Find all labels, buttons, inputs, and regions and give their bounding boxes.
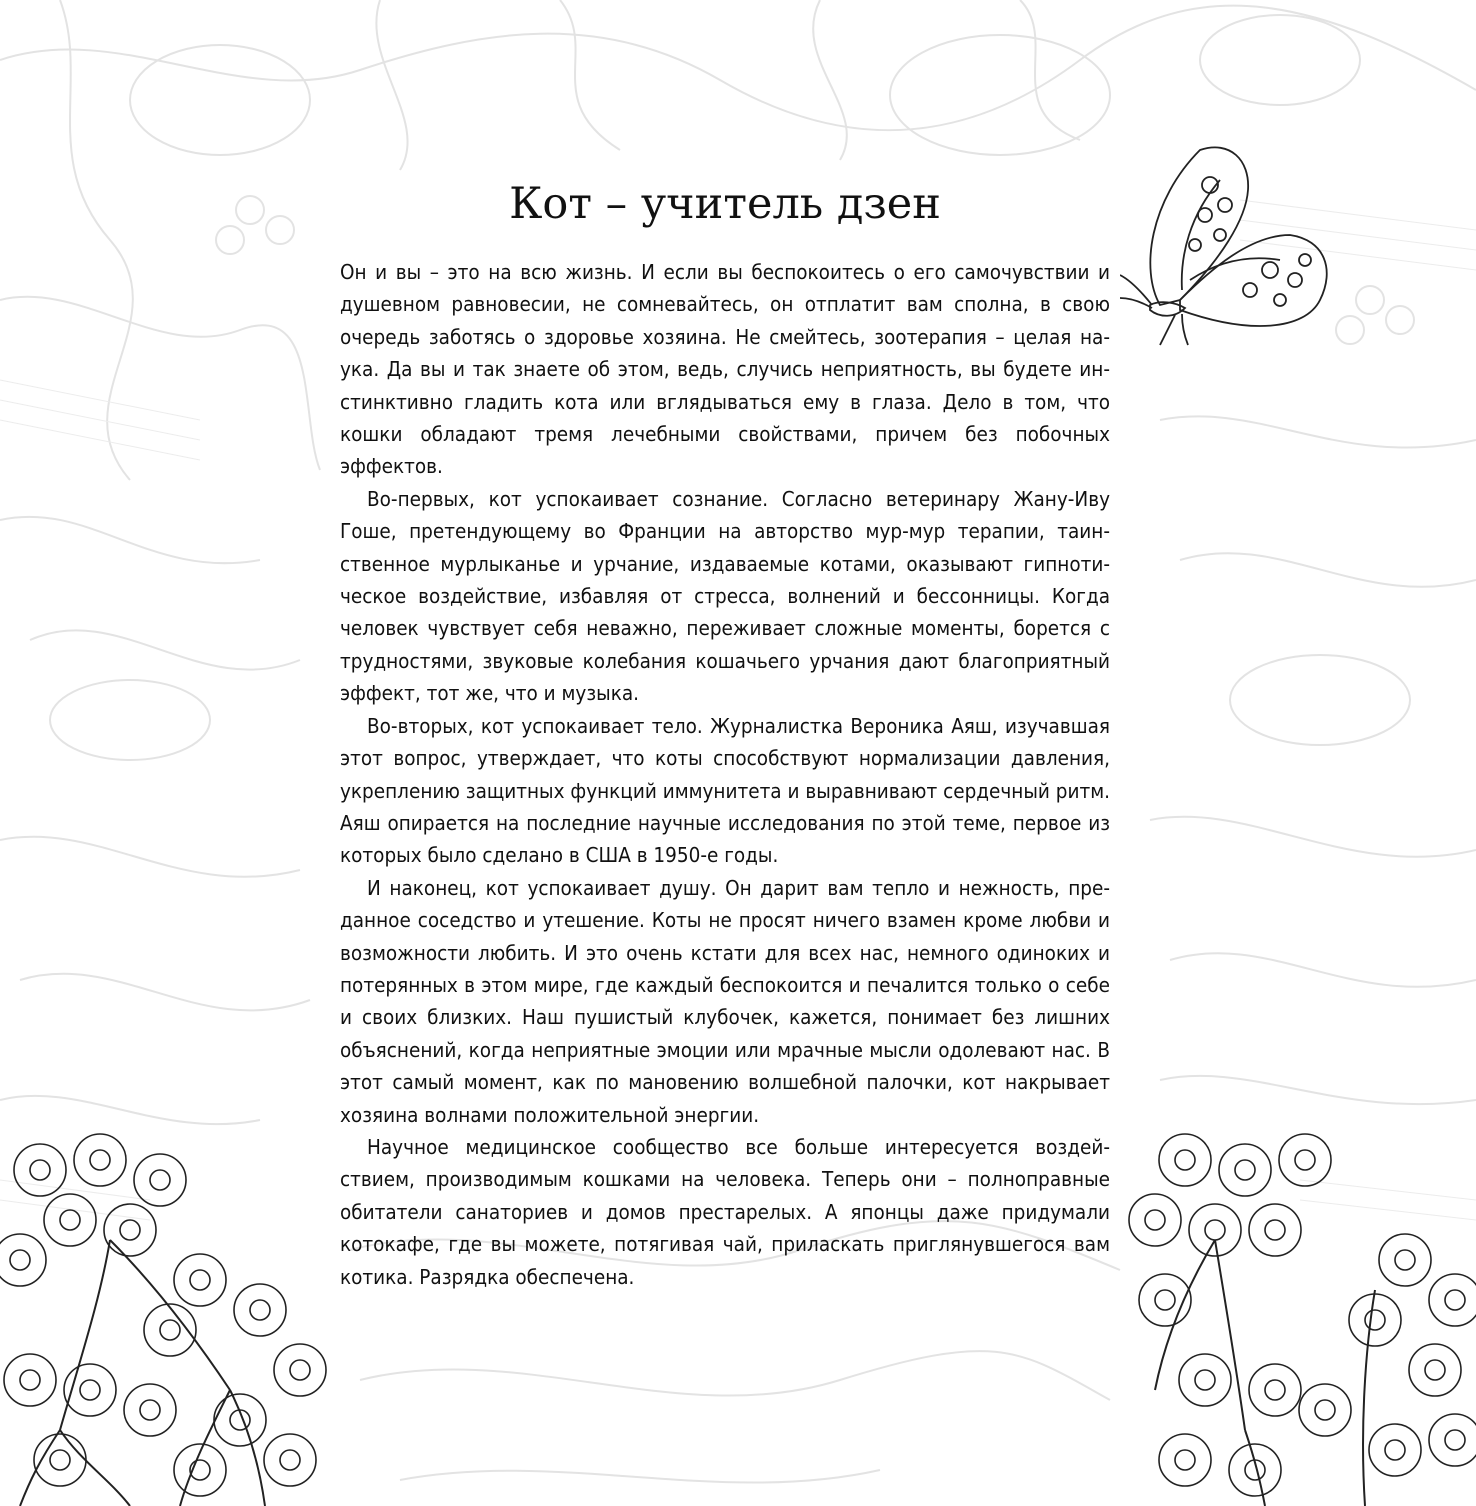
paragraph-1: Он и вы – это на всю жизнь. И если вы беспокоитесь о его самочувствии и душевном равновесии, не сомневайтесь, он отплатит вам сполна, в свою очередь заботясь о здоровье хозяина. Не смейтесь, зоотерапия – целая наука. Да вы и так знаете об этом, ведь, случись неприятность, вы будете инстинктивно гладить кота или вглядываться ему в глаза. Дело в том, что кошки обладают тремя лечебными свойствами, причем без побочных эффектов. (340, 260, 1110, 479)
article-body (340, 256, 1110, 1293)
paragraph-5: Научное медицинское сообщество все больше интересуется воздействием, производимым кошками на человека. Теперь они – полноправные обитатели санаториев и домов престарелых. А японцы даже придумали котокафе, где вы можете, потягивая чай, приласкать приглянувшегося вам котика. Разрядка обеспечена. (340, 1134, 1110, 1289)
paragraph-2: Во-первых, кот успокаивает сознание. Согласно ветеринару Жану-Иву Гоше, претендующему во Франции на авторство мур-мур терапии, таинственное мурлыканье и урчание, издаваемые котами, оказывают гипнотическое воздействие, избавляя от стресса, волнений и бессонницы. Когда человек чувствует себя неважно, переживает сложные моменты, борется с трудностями, звуковые колебания кошачьего урчания дают благоприятный эффект, тот же, что и музыка. (340, 486, 1110, 706)
butterfly-illustration (1120, 140, 1360, 350)
daisy-flowers-illustration-left (0, 1130, 330, 1506)
daisy-flowers-illustration-right (1125, 1130, 1476, 1506)
paragraph-3: Во-вторых, кот успокаивает тело. Журналистка Вероника Аяш, изучавшая этот вопрос, утверждает, что коты способствуют нормализации давления, укреплению защитных функций иммунитета и выравнивают сердечный ритм. Аяш опирается на последние научные исследования по этой теме, первое из которых было сделано в США в 1950-е годы. (340, 713, 1110, 868)
page-title: Кот – учитель дзен (509, 179, 941, 229)
paragraph-4: И наконец, кот успокаивает душу. Он дарит вам тепло и нежность, преданное соседство и утешение. Коты не просят ничего взамен кроме любви и возможности любить. И это очень кстати для всех нас, немного одиноких и потерянных в этом мире, где каждый беспокоится и печалится только о себе и своих близких. Наш пушистый клубочек, кажется, понимает без лишних объяснений, когда неприятные эмоции или мрачные мысли одолевают нас. В этот самый момент, как по мановению волшебной палочки, кот накрывает хозяина волнами положительной энергии. (340, 875, 1110, 1127)
